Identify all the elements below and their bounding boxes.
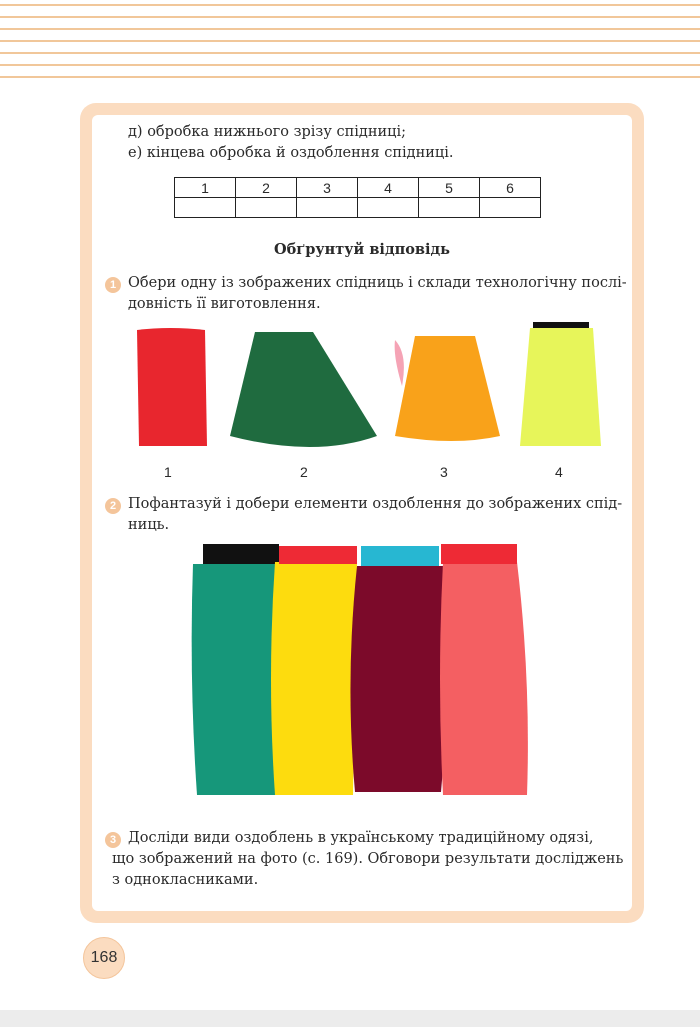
task1-text-line1: Обери одну із зображених спідниць і склади технологічну послі- [128,275,627,291]
table-cell: 2 [236,178,297,198]
table-row [175,198,541,218]
task2-text-line2: ниць. [128,517,170,533]
pencil-skirts-figure [185,540,535,802]
green-pencil-skirt-image [192,564,281,795]
step-e: е) кінцева обробка й оздоблення спідниці. [128,145,454,161]
answer-cell[interactable] [358,198,419,218]
coral-pencil-skirt-image [440,562,528,795]
table-cell: 6 [480,178,541,198]
skirt-label-4: 4 [555,464,563,480]
task-number-2: 2 [105,498,121,514]
red-skirt-image [137,328,207,446]
bottom-band [0,1010,700,1027]
skirt-label-3: 3 [440,464,448,480]
red-waistband-coral [441,544,517,564]
black-waistband [203,544,279,564]
answer-table [174,177,541,218]
task3-text-line3: з однокласниками. [112,872,259,888]
header-stripes [0,0,700,80]
skirt-label-2: 2 [300,464,308,480]
skirt-label-1: 1 [164,464,172,480]
red-waistband [279,546,357,564]
answer-cell[interactable] [236,198,297,218]
table-row [175,178,541,198]
table-cell: 1 [175,178,236,198]
cyan-waistband [361,546,439,566]
task3-text-line2: що зображений на фото (с. 169). Обговори результати досліджень [112,851,624,867]
answer-cell[interactable] [419,198,480,218]
answer-cell[interactable] [480,198,541,218]
task3-text-line1: Досліди види оздоблень в українському традиційному одязі, [128,830,594,846]
task-number-3: 3 [105,832,121,848]
task2-text-line1: Пофантазуй і добери елементи оздоблення до зображених спід- [128,496,623,512]
yellow-pencil-skirt-image [271,562,357,795]
answer-cell[interactable] [297,198,358,218]
table-cell: 3 [297,178,358,198]
task-number-1: 1 [105,277,121,293]
bow-image [395,340,404,386]
burgundy-pencil-skirt-image [350,566,446,792]
skirts-figure-1 [125,318,605,458]
page-number: 168 [83,937,125,979]
section-heading: Обґрунтуй відповідь [274,241,450,258]
step-d: д) обробка нижнього зрізу спідниці; [128,124,407,140]
answer-cell[interactable] [175,198,236,218]
green-skirt-image [230,332,377,447]
task1-text-line2: довність її виготовлення. [128,296,321,312]
orange-skirt-image [395,336,500,441]
table-cell: 4 [358,178,419,198]
lime-skirt-image [520,328,601,446]
table-cell: 5 [419,178,480,198]
lime-skirt-waistband [533,322,589,328]
